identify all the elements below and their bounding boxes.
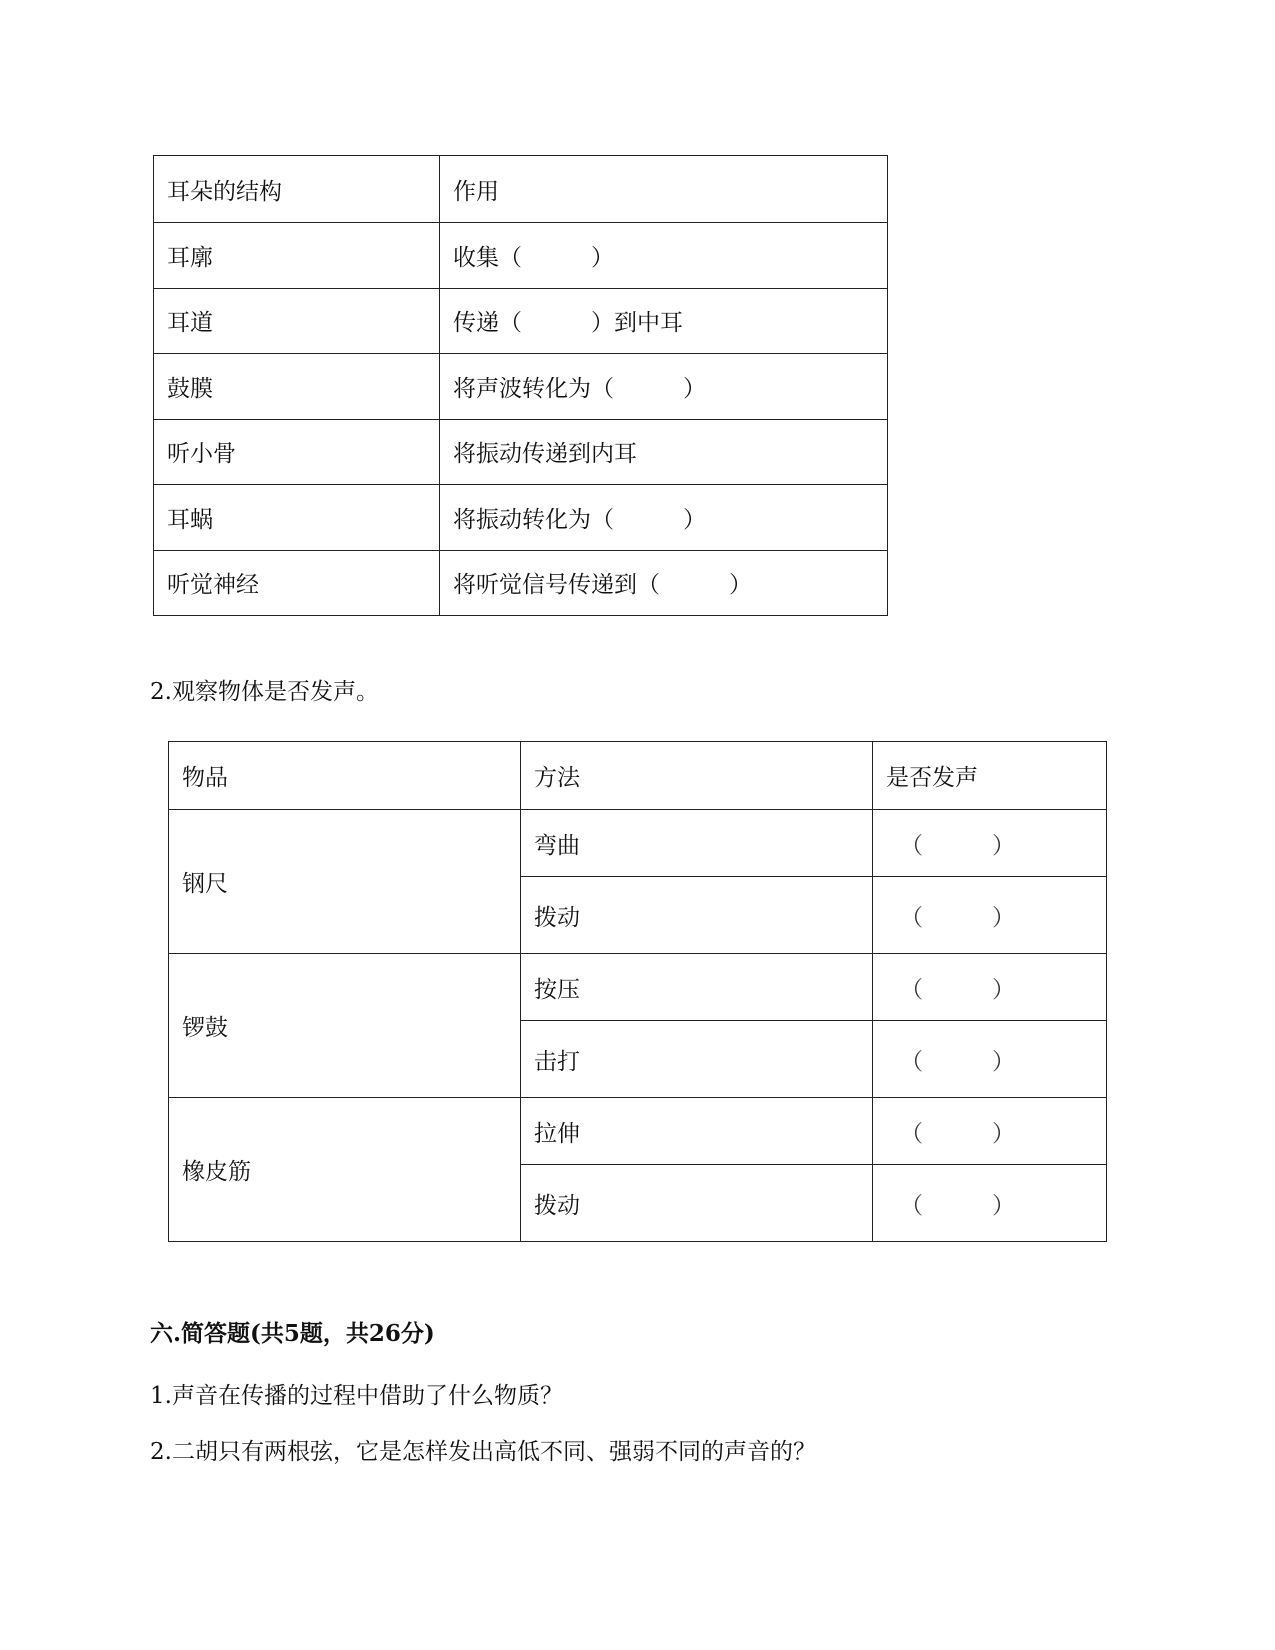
method-cell: 击打 [521,1021,873,1098]
method-cell: 拨动 [521,877,873,954]
table-row [169,1098,1107,1165]
method-cell: 按压 [521,954,873,1021]
item-cell: 橡皮筋 [169,1098,521,1242]
table-row [154,485,888,551]
header-cell: 作用 [440,156,888,223]
item-cell: 锣鼓 [169,954,521,1098]
function-cell: 传递（ ）到中耳 [440,288,888,354]
section-heading: 六.简答题(共5题，共26分) [150,1320,435,1347]
structure-cell: 耳蜗 [154,485,440,551]
header-cell: 方法 [521,742,873,810]
answer-blank: （ ） [873,810,1107,877]
structure-cell: 听小骨 [154,419,440,485]
answer-blank: （ ） [873,954,1107,1021]
function-cell: 将听觉信号传递到（ ） [440,550,888,616]
structure-cell: 鼓膜 [154,354,440,420]
table-row [169,954,1107,1021]
method-cell: 拉伸 [521,1098,873,1165]
structure-cell: 听觉神经 [154,550,440,616]
structure-cell: 耳道 [154,288,440,354]
table-row [154,419,888,485]
table-row [154,354,888,420]
item-cell: 钢尺 [169,810,521,954]
table-header-row [154,156,888,223]
function-cell: 将声波转化为（ ） [440,354,888,420]
header-cell: 耳朵的结构 [154,156,440,223]
sound-observation-table [168,741,1107,1242]
answer-blank: （ ） [873,1021,1107,1098]
answer-blank: （ ） [873,877,1107,954]
question-2-text: 2.观察物体是否发声。 [150,679,379,705]
function-cell: 收集（ ） [440,223,888,289]
ear-structure-table [153,155,888,616]
table-row [154,223,888,289]
header-cell: 是否发声 [873,742,1107,810]
table-header-row [169,742,1107,810]
short-answer-question-2: 2.二胡只有两根弦，它是怎样发出高低不同、强弱不同的声音的？ [150,1439,816,1465]
function-cell: 将振动传递到内耳 [440,419,888,485]
method-cell: 拨动 [521,1165,873,1242]
short-answer-question-1: 1.声音在传播的过程中借助了什么物质？ [150,1383,563,1409]
header-cell: 物品 [169,742,521,810]
structure-cell: 耳廓 [154,223,440,289]
table-row [154,288,888,354]
method-cell: 弯曲 [521,810,873,877]
table-row [169,810,1107,877]
answer-blank: （ ） [873,1098,1107,1165]
table-row [154,550,888,616]
answer-blank: （ ） [873,1165,1107,1242]
function-cell: 将振动转化为（ ） [440,485,888,551]
